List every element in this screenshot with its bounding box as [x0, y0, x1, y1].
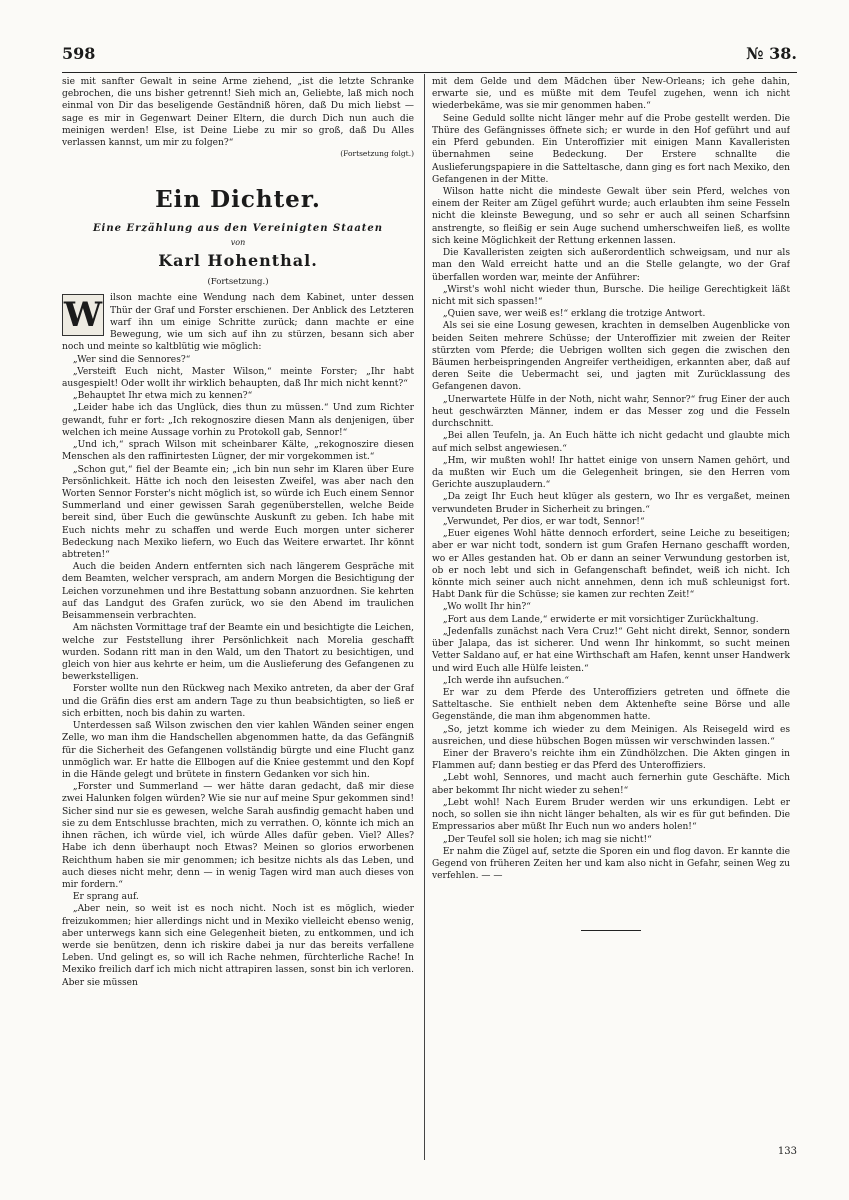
paragraph: Seine Geduld sollte nicht länger mehr auf die Probe gestellt werden. Die Thüre des Gefängnisses öffnete sich; er wurde in den Hof geführt und auf ein Pferd gebunden. Ein Unteroffizier mit einigen Mann Kavalleristen übernahmen seine Bedeckung. Der Erstere schnallte die Auslieferungspapiere in die Satteltasche, dann ging es fort nach Mexiko, den Gefangenen in der Mitte.: [432, 113, 790, 185]
paragraph: „Wirst's wohl nicht wieder thun, Bursche. Die heilige Gerechtigkeit läßt nicht mit sich spassen!“: [432, 284, 790, 307]
paragraph: Einer der Bravero's reichte ihm ein Zündhölzchen. Die Akten gingen in Flammen auf; dann bestieg er das Pferd des Unteroffiziers.: [432, 749, 790, 772]
header-rule: [62, 72, 797, 73]
paragraph: Er war zu dem Pferde des Unteroffiziers getreten und öffnete die Satteltasche. Sie enthielt neben dem Aktenhefte seine Börse und alle Gegenstände, die man ihm abgenommen hatte.: [432, 687, 790, 723]
paragraph: „Lebt wohl, Sennores, und macht auch fernerhin gute Geschäfte. Mich aber bekommt Ihr nicht wieder zu sehen!“: [432, 773, 790, 796]
paragraph: „Quien save, wer weiß es!“ erklang die trotzige Antwort.: [442, 309, 706, 320]
story-continuation: (Fortsetzung.): [207, 277, 269, 288]
continued-note: (Fortsetzung folgt.): [340, 149, 414, 159]
paragraph: „Hm, wir mußten wohl! Ihr hattet einige von unsern Namen gehört, und da mußten wir Euch um die Gelegenheit bringen, sie den Herren vom Gerichte auszuplaudern.“: [432, 455, 790, 491]
story-author: Karl Hohenthal.: [158, 250, 318, 270]
paragraph: „Wer sind die Sennores?“: [72, 354, 191, 365]
paragraph: Am nächsten Vormittage traf der Beamte ein und besichtigte die Leichen, welche zur Feststellung ihrer Persönlichkeit nach Morelia geschafft wurden. Sodann ritt man in den Wald, um den Thatort zu besichtigen, und gleich von hier aus kehrte er heim, um die Auslieferung des Gefangenen zu bewerkstelligen.: [62, 623, 414, 683]
left-column: [62, 76, 414, 1158]
story-title: Ein Dichter.: [155, 186, 321, 214]
paragraph: Wilson hatte nicht die mindeste Gewalt über sein Pferd, welches von einem der Reiter am Zügel geführt wurde; auch erlaubten ihm seine Fesseln nicht die kleinste Bewegung, und so sehr er auch all seinen Scharfsinn anstrengte, so fleißig er sein Auge suchend umherschweifen ließ, es wollte sich keine Möglichkeit der Rettung erkennen lassen.: [432, 186, 790, 246]
paragraph: Als sei sie eine Losung gewesen, krachten in demselben Augenblicke von beiden Seiten mehrere Schüsse; der Unteroffizier mit zweien der Reiter stürzten vom Pferde; die Uebrigen wollten sich gegen die zwischen den Bäumen herbeispringenden Angreifer vertheidigen, erkannten aber, daß auf deren Seite die Uebermacht sei, und jagten mit Zurücklassung des Gefangenen davon.: [432, 321, 790, 393]
paragraph: Unterdessen saß Wilson zwischen den vier kahlen Wänden seiner engen Zelle, wo man ihm die Handschellen abgenommen hatte, da das Gefängniß für die Sicherheit des Gefangenen vollständig bürgte und eine Flucht ganz unmöglich war. Er hatte die Ellbogen auf die Kniee gestemmt und den Kopf in die Hände gelegt und brütete in finstern Gedanken vor sich hin.: [62, 721, 414, 780]
paragraph: Forster wollte nun den Rückweg nach Mexiko antreten, da aber der Graf und die Gräfin dies erst am andern Tage zu thun beabsichtigten, so ließ er sich erbitten, noch bis dahin zu warten.: [62, 684, 414, 719]
paragraph: Auch die beiden Andern entfernten sich nach längerem Gespräche mit dem Beamten, welcher versprach, am andern Morgen die Besichtigung der Leichen vorzunehmen und ihre Bestattung sobann anzuordnen. Sie kehrten auf das Landgut des Grafen zurück, wo sie den Abend im traulichen Beisammensein verbrachten.: [62, 562, 414, 622]
paragraph: „Leider habe ich das Unglück, dies thun zu müssen.“ Und zum Richter gewandt, fuhr er fort: „Ich rekognoszire diesen Mann als denjenigen, über welchen ich meine Aussage vorhin zu Protokoll gab, Sennor!“: [62, 403, 414, 438]
paragraph: „So, jetzt komme ich wieder zu dem Meinigen. Als Reisegeld wird es ausreichen, und diese hübschen Bogen müssen wir verschwinden lassen.“: [432, 724, 790, 747]
carryover-paragraph: sie mit sanfter Gewalt in seine Arme ziehend, „ist die letzte Schranke gebrochen, die uns bisher getrennt! Sieh mich an, Geliebte, laß mich noch einmal von Dir das beseligende Geständniß hören, daß Du mich liebst — sage es mir in Gegenwart Deiner Eltern, die durch Dich nun auch die meinigen werden! Else, ist Deine Liebe zu mir so groß, daß Du Alles verlassen kannst, um mir zu folgen?“: [62, 77, 414, 149]
paragraph: „Ich werde ihn aufsuchen.“: [442, 675, 570, 686]
issue-number: № 38.: [746, 44, 797, 63]
paragraph: „Versteift Euch nicht, Master Wilson,“ meinte Forster; „Ihr habt ausgespielt! Oder wollt ihr wirklich behaupten, daß Ihr mich nicht kennt?“: [62, 366, 414, 389]
paragraph: „Lebt wohl! Nach Eurem Bruder werden wir uns erkundigen. Lebt er noch, so sollen sie ihn nicht länger behalten, als wir es für gut befinden. Die Empressarios aber müßt Ihr Euch nun wo anders holen!“: [432, 797, 790, 833]
right-paragraphs: [432, 76, 790, 882]
paragraph: „Verwundet, Per dios, er war todt, Sennor!“: [442, 516, 645, 527]
paragraph: „Forster und Summerland — wer hätte daran gedacht, daß mir diese zwei Halunken folgen würden? Wie sie nur auf meine Spur gekommen sind! Sicher sind nur sie es gewesen, welche Sarah ausfindig gemacht haben und sie zu dem Entschlusse brachten, mich zu verrathen. O, könnte ich mich an ihnen rächen, ich würde viel, ich würde Alles dafür geben. Viel? Alles? Habe ich denn überhaupt noch Etwas? Meinen so glorios erworbenen Reichthum haben sie mir genommen; ich besitze nichts als das Leben, und auch dieses nicht mehr, denn — in wenig Tagen wird man auch dieses von mir fordern.“: [62, 782, 414, 890]
page-number: 598: [62, 44, 96, 63]
paragraph: „Behauptet Ihr etwa mich zu kennen?“: [72, 391, 253, 402]
column-divider: [424, 74, 425, 1160]
paragraph: „Wo wollt Ihr hin?“: [442, 602, 531, 613]
drop-cap-initial: W: [63, 295, 103, 336]
paragraph: „Fort aus dem Lande,“ erwiderte er mit vorsichtiger Zurückhaltung.: [442, 614, 759, 625]
paragraph: „Da zeigt Ihr Euch heut klüger als gestern, wo Ihr es vergaßet, meinen verwundeten Bruder in Sicherheit zu bringen.“: [432, 492, 790, 515]
paragraph: „Der Teufel soll sie holen; ich mag sie nicht!“: [442, 834, 652, 845]
story-by: von: [230, 237, 246, 247]
paragraph: „Aber nein, so weit ist es noch nicht. Noch ist es möglich, wieder freizukommen; hier allerdings nicht und in Mexiko vielleicht ebenso wenig, aber unterwegs kann sich eine Gelegenheit bieten, zu entkommen, und ich werde sie benützen, denn ich riskire dabei ja nur das bereits verfallene Leben. Und gelingt es, so will ich Rache nehmen, fürchterliche Rache! In Mexiko freilich darf ich mich nicht attrapiren lassen, sonst bin ich verloren. Aber sie müssen: [62, 904, 414, 988]
paragraph: „Und ich,“ sprach Wilson mit scheinbarer Kälte, „rekognoszire diesen Menschen als den raffinirtesten Lügner, der mir vorgekommen ist.“: [62, 440, 414, 463]
paragraph: Er sprang auf.: [72, 892, 139, 903]
end-rule: [581, 930, 641, 931]
paragraph: „Euer eigenes Wohl hätte dennoch erfordert, seine Leiche zu beseitigen; aber er war nicht todt, sondern ist gum Grafen Hernano geschafft worden, wo er Alles gestanden hat. Ob er dann an seiner Verwundung gestorben ist, ob er noch lebt und sich in Gefangenschaft befindet, weiß ich nicht. Ich könnte mich seiner auch nicht annehmen, denn ich muß schleunigst fort. Habt Dank für die Schüsse; sie kamen zur rechten Zeit!“: [432, 529, 790, 601]
footer-page-number: 133: [777, 1146, 797, 1157]
paragraph: „Bei allen Teufeln, ja. An Euch hätte ich nicht gedacht und glaubte mich auf mich selbst angewiesen.“: [432, 431, 790, 454]
paragraph: mit dem Gelde und dem Mädchen über New-Orleans; ich gehe dahin, erwarte sie, und es müßte mit dem Teufel zugehen, wenn ich nicht wiederbekäme, was sie mir genommen haben.“: [432, 77, 790, 112]
paragraph: „Jedenfalls zunächst nach Vera Cruz!“ Geht nicht direkt, Sennor, sondern über Jalapa, das ist sicherer. Und wenn Ihr hinkommt, so sucht meinen Vetter Saldano auf, er hat eine Wirthschaft am Hafen, kennt unser Handwerk und wird Euch alle Hülfe leisten.“: [432, 626, 790, 674]
paragraph: „Schon gut,“ fiel der Beamte ein; „ich bin nun sehr im Klaren über Eure Persönlichkeit. Hätte ich noch den leisesten Zweifel, was aber nach den Worten Sennor Forster's nicht möglich ist, so würde ich Euch einem Sennor Summerland und einer gewissen Sarah gegenüberstellen, welche Beide bereit sind, über Euch die gewünschte Auskunft zu geben. Ich habe mit Euch nichts mehr zu schaffen und werde Euch morgen unter sicherer Bedeckung nach Mexiko liefern, wo Euch das Weitere erwartet. Ihr könnt abtreten!“: [62, 464, 414, 561]
left-paragraphs: [62, 354, 414, 989]
first-paragraph-text: ilson machte eine Wendung nach dem Kabinet, unter dessen Thür der Graf und Forster erschienen. Der Anblick des Letzteren warf ihn um einige Schritte zurück; dann machte er eine Bewegung, wie um sich auf ihn zu stürzen, besann sich aber noch und meinte so kaltblütig wie möglich:: [62, 293, 414, 353]
paragraph: Er nahm die Zügel auf, setzte die Sporen ein und flog davon. Er kannte die Gegend von früheren Zeiten her und kam also nicht in Gefahr, seinen Weg zu verfehlen. — —: [432, 846, 790, 882]
right-column: [432, 76, 790, 1158]
page-header: [62, 44, 797, 70]
paragraph: Die Kavalleristen zeigten sich außerordentlich schweigsam, und nur als man den Wald erreicht hatte und an die Stelle gelangte, wo der Graf überfallen worden war, meinte der Anführer:: [432, 248, 790, 283]
story-subtitle: Eine Erzählung aus den Vereinigten Staaten: [92, 223, 384, 235]
first-paragraph: [62, 292, 414, 353]
paragraph: „Unerwartete Hülfe in der Noth, nicht wahr, Sennor?“ frug Einer der auch heut geschwärzten Männer, indem er das Messer zog und die Fesseln durchschnitt.: [432, 394, 790, 430]
